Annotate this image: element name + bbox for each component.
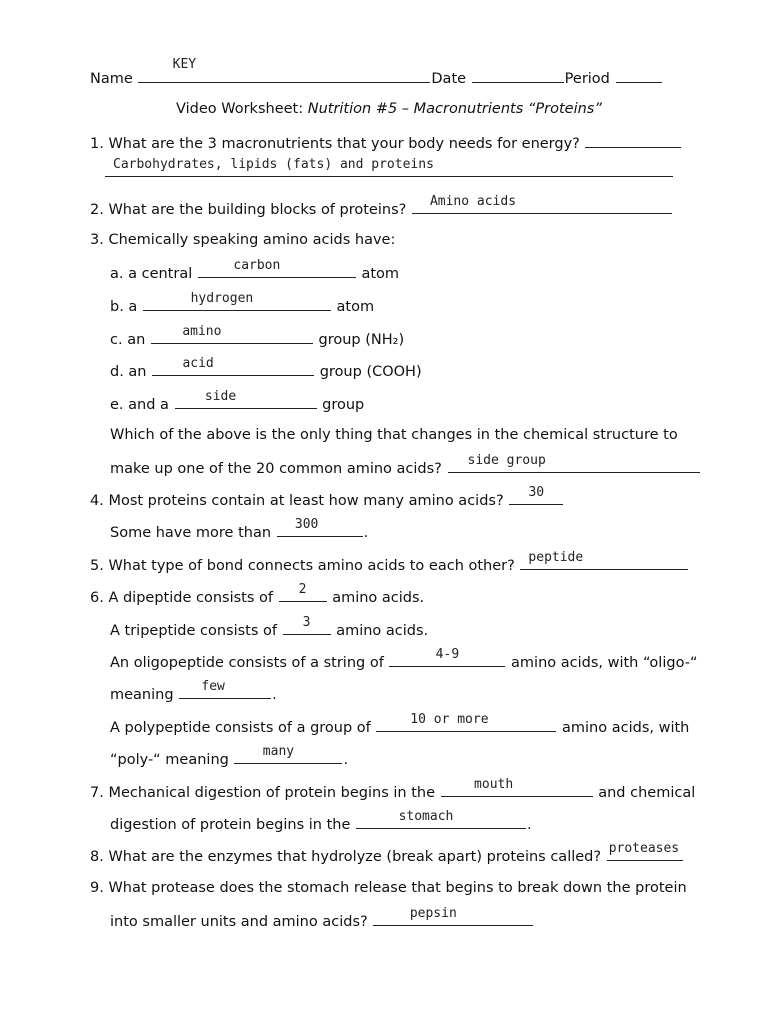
q3-a-answer: carbon <box>233 258 281 273</box>
q6-poly-field[interactable] <box>376 712 556 732</box>
header-line <box>90 57 663 88</box>
q2-text: 2. What are the building blocks of proteins? <box>90 202 407 218</box>
q3-c-answer: amino <box>182 324 222 339</box>
q3-e-field[interactable] <box>175 389 317 409</box>
q6-poly-post: amino acids, with <box>562 720 690 736</box>
q3-item-d <box>110 356 422 381</box>
q6-tri-answer: 3 <box>302 615 311 630</box>
q3-b-post: atom <box>336 299 375 315</box>
question-7 <box>90 777 696 802</box>
q4-answer: 30 <box>528 485 545 500</box>
q3-follow-2 <box>110 453 701 478</box>
q3-e-post: group <box>322 397 365 413</box>
q7-line2-text: digestion of protein begins in the <box>110 817 351 833</box>
q1-answer-line <box>104 157 674 182</box>
q4-sub-text: Some have more than <box>110 525 272 541</box>
q3-e-label: e. and a <box>110 397 169 413</box>
title-italic: Nutrition #5 – Macronutrients “Proteins” <box>307 101 602 117</box>
q6-meaning-post: . <box>272 687 277 703</box>
q7-mid: and chemical <box>598 785 696 801</box>
q6-oligo-answer: 4-9 <box>435 647 460 662</box>
q3-a-label: a. a central <box>110 266 193 282</box>
q6-tri-field[interactable] <box>283 615 331 635</box>
question-6 <box>90 582 425 607</box>
q8-answer: proteases <box>608 841 680 856</box>
q7-text: 7. Mechanical digestion of protein begins in the <box>90 785 436 801</box>
q9-answer-field[interactable] <box>373 906 533 926</box>
q3-text: 3. Chemically speaking amino acids have: <box>90 232 396 248</box>
q7-answer-field-2[interactable] <box>356 809 526 829</box>
q6-tri-text: A tripeptide consists of <box>110 623 277 639</box>
q2-answer: Amino acids <box>429 194 517 209</box>
date-field[interactable] <box>472 68 564 83</box>
q6-meaning-answer: few <box>201 679 225 694</box>
q6-di-post: amino acids. <box>332 590 425 606</box>
q5-text: 5. What type of bond connects amino acids to each other? <box>90 558 515 574</box>
q6-poly-text: A polypeptide consists of a group of <box>110 720 371 736</box>
q1-blank-tail[interactable] <box>585 133 681 148</box>
q6-oligo-post: amino acids, with “oligo-“ <box>511 655 698 671</box>
date-label: Date <box>431 71 467 87</box>
question-8 <box>90 841 684 866</box>
q6-poly-meaning-field[interactable] <box>234 744 342 764</box>
q3-follow-text-2: make up one of the 20 common amino acids? <box>110 461 442 477</box>
q3-c-label: c. an <box>110 332 146 348</box>
q6-meaning-field[interactable] <box>179 679 271 699</box>
q1-answer-field[interactable] <box>105 157 673 177</box>
q6-oligo <box>110 647 698 672</box>
q7-answer-1: mouth <box>474 777 514 792</box>
q9-line2-text: into smaller units and amino acids? <box>110 914 368 930</box>
name-answer: KEY <box>172 57 197 72</box>
q4-sub <box>110 517 369 542</box>
q3-item-a <box>110 258 400 283</box>
q1-text: 1. What are the 3 macronutrients that your body needs for energy? <box>90 136 580 152</box>
q3-a-post: atom <box>361 266 400 282</box>
question-4 <box>90 485 564 510</box>
q3-b-answer: hydrogen <box>190 291 254 306</box>
question-1 <box>90 133 682 153</box>
name-field[interactable] <box>138 57 430 83</box>
q1-answer: Carbohydrates, lipids (fats) and proteins <box>113 157 434 172</box>
q3-c-post: group (NH₂) <box>318 332 405 348</box>
q6-tri-post: amino acids. <box>336 623 429 639</box>
q8-text: 8. What are the enzymes that hydrolyze (break apart) proteins called? <box>90 849 602 865</box>
q6-di-field[interactable] <box>279 582 327 602</box>
question-5 <box>90 550 689 575</box>
question-9 <box>90 879 687 897</box>
q3-d-answer: acid <box>182 356 214 371</box>
q3-item-b <box>110 291 375 316</box>
q7-line-2 <box>110 809 532 834</box>
q3-d-field[interactable] <box>152 356 314 376</box>
q6-poly-answer: 10 or more <box>410 712 489 727</box>
q9-line-2 <box>110 906 534 931</box>
q8-answer-field[interactable] <box>607 841 683 861</box>
q3-item-c <box>110 324 405 349</box>
q3-follow-answer: side group <box>467 453 546 468</box>
q2-answer-field[interactable] <box>412 194 672 214</box>
q6-oligo-text: An oligopeptide consists of a string of <box>110 655 384 671</box>
q5-answer-field[interactable] <box>520 550 688 570</box>
name-label: Name <box>90 71 133 87</box>
q7-answer-2: stomach <box>398 809 454 824</box>
q5-answer: peptide <box>528 550 584 565</box>
worksheet-title <box>176 100 602 118</box>
q4-sub-post: . <box>363 525 369 541</box>
q7-line2-post: . <box>526 817 532 833</box>
q6-di-answer: 2 <box>298 582 307 597</box>
q3-follow-field[interactable] <box>448 453 700 473</box>
q6-poly-meaning <box>110 744 349 769</box>
q6-poly-meaning-answer: many <box>262 744 295 759</box>
q6-oligo-field[interactable] <box>389 647 505 667</box>
q9-answer: pepsin <box>409 906 457 921</box>
title-prefix: Video Worksheet: <box>176 101 304 117</box>
q3-b-field[interactable] <box>143 291 331 311</box>
q4-text: 4. Most proteins contain at least how many amino acids? <box>90 493 504 509</box>
period-label: Period <box>564 71 610 87</box>
q6-di-text: 6. A dipeptide consists of <box>90 590 273 606</box>
q6-tri <box>110 615 429 640</box>
question-2 <box>90 194 673 219</box>
q3-item-e <box>110 389 365 414</box>
q4-sub-answer: 300 <box>294 517 319 532</box>
q6-poly-meaning-text: “poly-“ meaning <box>110 752 229 768</box>
q3-a-field[interactable] <box>198 258 356 278</box>
q3-c-field[interactable] <box>151 324 313 344</box>
q6-meaning-text: meaning <box>110 687 174 703</box>
q3-follow-1 <box>110 426 678 444</box>
question-3 <box>90 231 395 249</box>
q3-b-label: b. a <box>110 299 138 315</box>
q6-oligo-meaning <box>110 679 277 704</box>
q4-sub-field[interactable] <box>277 517 363 537</box>
q3-d-post: group (COOH) <box>319 364 422 380</box>
q3-follow-text-1: Which of the above is the only thing that changes in the chemical structure to <box>110 427 678 443</box>
period-field[interactable] <box>616 68 662 83</box>
q9-text: 9. What protease does the stomach release that begins to break down the protein <box>90 880 687 896</box>
q3-e-answer: side <box>204 389 237 404</box>
q7-answer-field-1[interactable] <box>441 777 593 797</box>
q3-d-label: d. an <box>110 364 147 380</box>
q6-poly <box>110 712 690 737</box>
q4-answer-field[interactable] <box>509 485 563 505</box>
q6-poly-meaning-post: . <box>343 752 349 768</box>
